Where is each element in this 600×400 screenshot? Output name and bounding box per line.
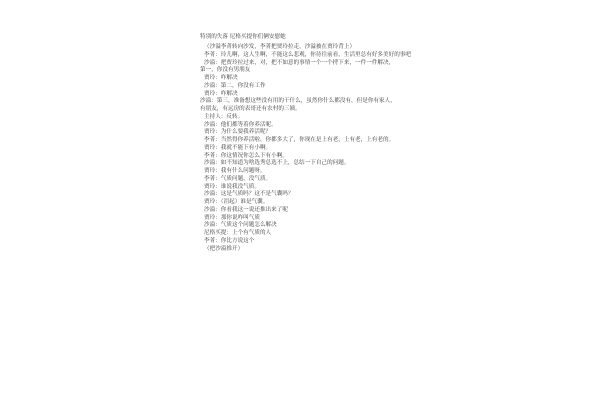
dialogue-line: 李菁：玲儿啊，这人生啊，不能这么悲观，你待往前看，生活里总有好多美好的事吧	[204, 51, 411, 58]
dialogue-line: 贾玲：（沮起）谁是气囊。	[204, 199, 269, 206]
dialogue-line: 主持人：反转。	[204, 113, 244, 120]
dialogue-line: 李菁：气质问题，没气质。	[204, 175, 272, 182]
dialogue-line: 李菁：当然得你养活啦，你都多大了，你现在是上有老，上有老，上有老的。	[204, 137, 395, 144]
dialogue-line: 沙溢：把贾玲拉过来，对，把不如意的事情一个一个捋下来，一件一件解决，	[204, 59, 395, 66]
dialogue-line: 贾玲：那你说咋叫气质	[204, 214, 260, 221]
dialogue-line: 李菁：你比方说这个	[204, 237, 255, 244]
dialogue-line: 贾玲：我有什么问题呀。	[204, 168, 266, 175]
dialogue-line: 贾玲：咋解决	[204, 90, 238, 97]
dialogue-line: （把沙溢推开）	[204, 245, 244, 252]
document-heading-line: 特别的失落 尼格买提你们俩安慰她	[200, 34, 286, 40]
dialogue-line: 沙溢：如不知道为啥选秀总选不上，总结一下自己的问题。	[204, 160, 350, 167]
dialogue-line: 贾玲：我就不能下有小啊。	[204, 144, 272, 151]
dialogue-line: 沙溢：第二，你没有工作	[204, 82, 266, 89]
dialogue-line: 沙溢：气质这个问题怎么解决	[204, 222, 277, 229]
script-text	[200, 34, 418, 253]
dialogue-line: 第一，你没有男朋友	[200, 67, 251, 74]
dialogue-line: 沙溢：这是气质吗？这不是气囊吗？	[204, 191, 294, 198]
dialogue-line: （沙溢李菁转向沙发，李菁把贾玲拉走，沙溢被在贾玲背上）	[204, 44, 356, 51]
dialogue-line: 贾玲：咋解决	[204, 75, 238, 82]
dialogue-line: 贾玲：为什么要我养活呢？	[204, 129, 272, 136]
dialogue-line: 沙溢：第三，准备想这些没有用的干什么，虽然你什么都没有，但是你有家人，	[200, 98, 396, 105]
dialogue-line: 贾玲：谁说我没气质。	[204, 183, 260, 190]
dialogue-line: 沙溢：你看我这一说还推出来了呢	[204, 206, 288, 213]
dialogue-line: 沙溢：他们都等着你养活呢。	[204, 121, 277, 128]
dialogue-line: 尼格买提：上个有气质的人	[204, 230, 272, 237]
dialogue-line: 李菁：你这情况你怎么下有小啊。	[204, 152, 288, 159]
dialogue-line: 有朋友，有远房的表哥还有农村的三姨。	[200, 106, 301, 113]
